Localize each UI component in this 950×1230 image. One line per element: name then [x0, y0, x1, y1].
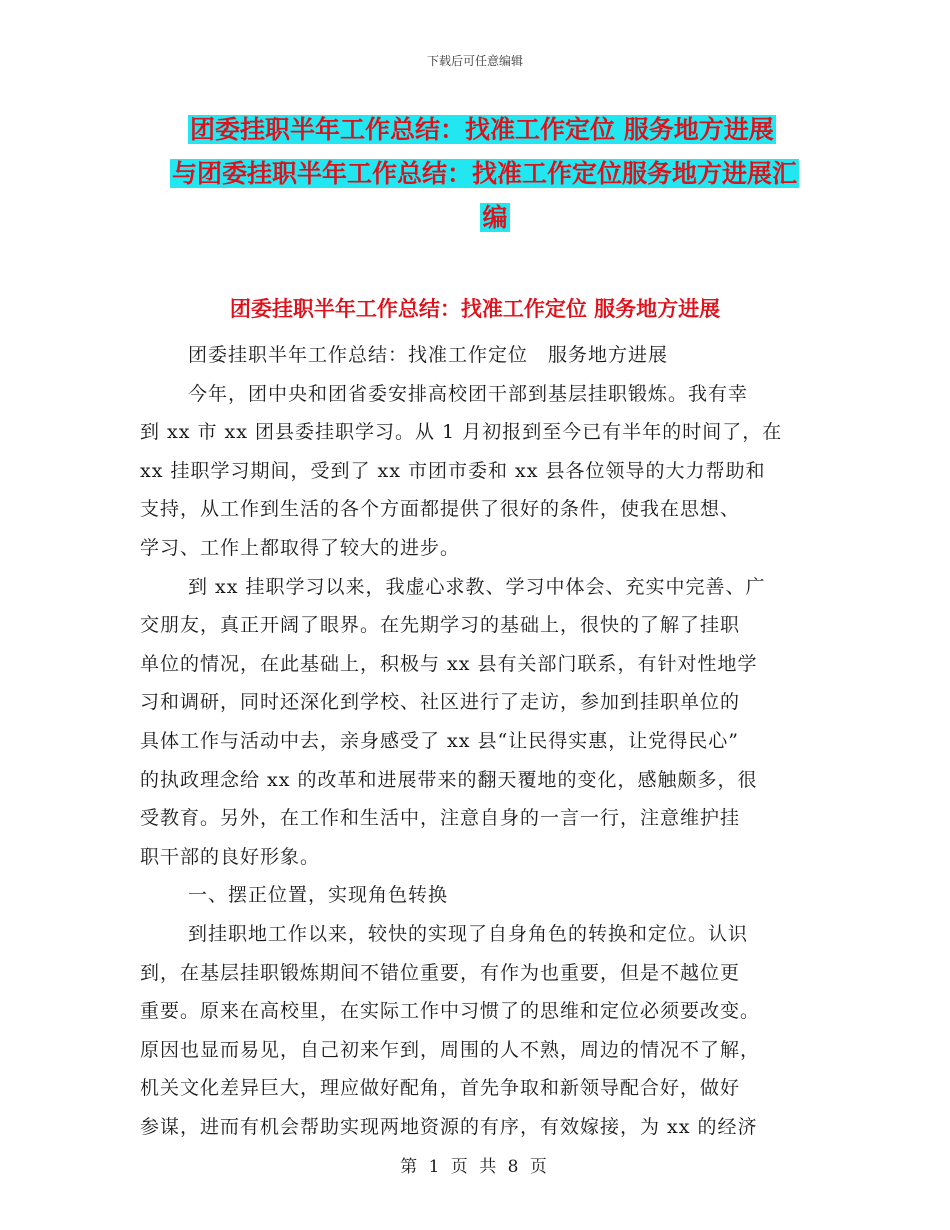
text-line: 参谋，进而有机会帮助实现两地资源的有序，有效嫁接，为 xx 的经济	[140, 1115, 758, 1138]
section-title: 团委挂职半年工作总结：找准工作定位 服务地方进展	[229, 297, 721, 321]
paragraph	[140, 915, 810, 1147]
text-line: 单位的情况，在此基础上，积极与 xx 县有关部门联系，有针对性地学	[140, 652, 758, 675]
paragraph	[140, 876, 810, 915]
paragraph	[140, 336, 810, 375]
text-line: 到，在基层挂职锻炼期间不错位重要，有作为也重要，但是不越位更	[140, 961, 741, 984]
main-title-line: 与团委挂职半年工作总结：找准工作定位服务地方进展汇	[172, 159, 798, 188]
text-line: 学习、工作上都取得了较大的进步。	[140, 536, 461, 559]
text-line: 原因也显而易见，自己初来乍到，周围的人不熟，周边的情况不了解，	[140, 1038, 761, 1061]
document-main-title	[170, 108, 820, 240]
text-line: 交朋友，真正开阔了眼界。在先期学习的基础上，很快的了解了挂职	[140, 614, 741, 637]
text-line: 习和调研，同时还深化到学校、社区进行了走访，参加到挂职单位的	[140, 691, 741, 714]
text-line: 今年，团中央和团省委安排高校团干部到基层挂职锻炼。我有幸	[188, 382, 749, 405]
text-line: 的执政理念给 xx 的改革和进展带来的翻天覆地的变化，感触颇多，很	[140, 768, 758, 791]
main-title-line: 团委挂职半年工作总结：找准工作定位 服务地方进展	[190, 115, 774, 144]
text-line: 一、摆正位置，实现角色转换	[188, 884, 449, 907]
text-line: xx 挂职学习期间，受到了 xx 市团市委和 xx 县各位领导的大力帮助和	[140, 459, 766, 482]
page-footer: 第 1 页 共 8 页	[400, 1157, 550, 1177]
text-line: 到挂职地工作以来，较快的实现了自身角色的转换和定位。认识	[188, 922, 749, 945]
text-line: 受教育。另外，在工作和生活中，注意自身的一言一行，注意维护挂	[140, 807, 741, 830]
text-line: 机关文化差异巨大，理应做好配角，首先争取和新领导配合好，做好	[140, 1077, 741, 1100]
text-line: 支持，从工作到生活的各个方面都提供了很好的条件，使我在思想、	[140, 498, 741, 521]
text-line: 重要。原来在高校里，在实际工作中习惯了的思维和定位必须要改变。	[140, 1000, 761, 1023]
main-title-line: 编	[482, 203, 508, 232]
text-line: 具体工作与活动中去，亲身感受了 xx 县“让民得实惠，让党得民心”	[140, 729, 739, 752]
text-line: 到 xx 市 xx 团县委挂职学习。从 1 月初报到至今已有半年的时间了，在	[140, 421, 783, 444]
text-line: 职干部的良好形象。	[140, 845, 321, 868]
text-line: 到 xx 挂职学习以来，我虚心求教、学习中体会、充实中完善、广	[188, 575, 766, 598]
text-line: 团委挂职半年工作总结：找准工作定位 服务地方进展	[188, 344, 669, 366]
header-note: 下载后可任意编辑	[426, 54, 523, 68]
paragraph	[140, 375, 810, 568]
document-body	[140, 336, 810, 1146]
paragraph	[140, 568, 810, 877]
